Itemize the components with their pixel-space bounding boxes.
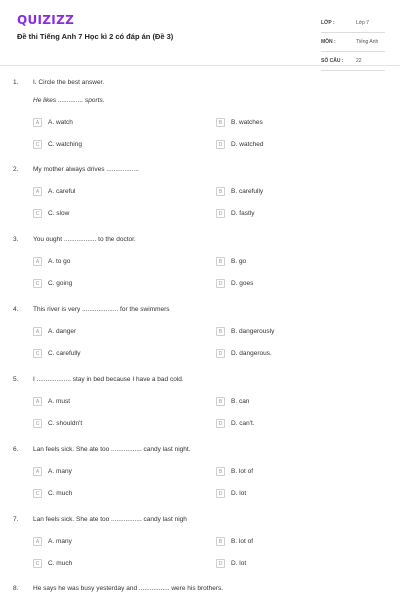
meta-table [321,14,385,71]
option-d[interactable] [216,489,246,498]
option-text: D. lot [231,490,247,497]
option-letter-box: D [216,279,225,288]
option-a[interactable] [33,467,72,476]
option-a[interactable] [33,537,72,546]
meta-value: 22 [356,58,362,64]
option-text: C. carefully [48,350,81,357]
option-text: B. watches [231,119,263,126]
option-b[interactable] [216,118,263,127]
option-letter-box: B [216,187,225,196]
question-text: He says he was busy yesterday and ................. were his brothers. [33,585,224,592]
option-a[interactable] [33,397,70,406]
question-subtext: He likes .............. sports. [33,97,105,104]
option-text: D. dangerous. [231,350,272,357]
option-text: C. slow [48,210,70,217]
meta-row-question-count [321,52,385,71]
option-text: A. many [48,538,72,545]
option-text: A. danger [48,328,77,335]
option-text: D. lot [231,560,247,567]
option-a[interactable] [33,257,70,266]
option-c[interactable] [33,489,72,498]
option-letter-box: D [216,489,225,498]
option-a[interactable] [33,118,73,127]
option-text: A. must [48,398,71,405]
option-c[interactable] [33,559,72,568]
option-letter-box: D [216,559,225,568]
option-a[interactable] [33,187,75,196]
option-letter-box: B [216,467,225,476]
question-text: I. Circle the best answer. [33,79,105,86]
option-d[interactable] [216,279,253,288]
option-letter-box: D [216,140,225,149]
option-text: C. watching [48,141,82,148]
option-letter-box: B [216,257,225,266]
option-letter-box: D [216,419,225,428]
option-text: A. many [48,468,72,475]
option-d[interactable] [216,349,272,358]
option-c[interactable] [33,279,72,288]
meta-label: LỚP : [321,20,335,26]
option-b[interactable] [216,467,253,476]
question-number: 6. [13,446,19,453]
option-c[interactable] [33,349,81,358]
option-text: C. going [48,280,73,287]
option-d[interactable] [216,559,246,568]
meta-row-class [321,14,385,33]
option-d[interactable] [216,209,254,218]
option-letter-box: A [33,537,42,546]
option-c[interactable] [33,419,82,428]
option-letter-box: B [216,537,225,546]
quizizz-logo: QUIZIZZ [17,13,75,27]
meta-row-subject [321,33,385,52]
option-text: D. fastly [231,210,255,217]
option-letter-box: A [33,257,42,266]
option-letter-box: A [33,118,42,127]
option-d[interactable] [216,419,255,428]
document-title: Đề thi Tiếng Anh 7 Học kì 2 có đáp án (Đề 3) [17,32,174,41]
option-text: B. go [231,258,247,265]
question-number: 5. [13,376,19,383]
option-letter-box: C [33,419,42,428]
option-text: D. can't. [231,420,255,427]
option-letter-box: B [216,327,225,336]
question-number: 7. [13,516,19,523]
option-letter-box: B [216,397,225,406]
option-letter-box: D [216,349,225,358]
question-number: 4. [13,306,19,313]
option-b[interactable] [216,537,253,546]
question-text: You ought .................. to the doctor. [33,236,136,243]
option-b[interactable] [216,327,274,336]
question-text: This river is very .................... for the swimmers [33,306,170,313]
option-text: B. dangerously [231,328,275,335]
meta-label: MÔN : [321,39,336,45]
option-text: A. to go [48,258,71,265]
option-letter-box: C [33,349,42,358]
option-text: A. watch [48,119,73,126]
option-text: C. shouldn't [48,420,83,427]
question-number: 3. [13,236,19,243]
option-a[interactable] [33,327,76,336]
option-text: B. carefully [231,188,264,195]
option-text: B. lot of [231,538,254,545]
option-text: D. goes [231,280,254,287]
option-letter-box: D [216,209,225,218]
option-letter-box: A [33,187,42,196]
option-d[interactable] [216,140,264,149]
option-letter-box: A [33,467,42,476]
question-text: Lan feels sick. She ate too ................. candy last night. [33,446,191,453]
meta-label: SỐ CÂU : [321,58,344,64]
option-c[interactable] [33,209,69,218]
option-letter-box: C [33,489,42,498]
question-text: I ................... stay in bed because I have a bad cold. [33,376,184,383]
option-text: C. much [48,560,73,567]
option-letter-box: A [33,397,42,406]
option-text: C. much [48,490,73,497]
header-divider [0,65,400,66]
question-number: 2. [13,166,19,173]
option-text: D. watched [231,141,264,148]
option-b[interactable] [216,397,249,406]
option-letter-box: C [33,209,42,218]
option-letter-box: C [33,279,42,288]
question-text: Lan feels sick. She ate too ................. candy last nigh [33,516,187,523]
option-letter-box: C [33,559,42,568]
option-text: B. lot of [231,468,254,475]
option-b[interactable] [216,187,263,196]
option-letter-box: A [33,327,42,336]
meta-value: Tiếng Anh [356,39,379,45]
option-text: B. can [231,398,250,405]
question-number: 8. [13,585,19,592]
option-letter-box: C [33,140,42,149]
option-text: A. careful [48,188,76,195]
option-letter-box: B [216,118,225,127]
question-number: 1. [13,79,19,86]
option-b[interactable] [216,257,246,266]
meta-value: Lớp 7 [356,20,370,26]
question-text: My mother always drives .................. [33,166,139,173]
option-c[interactable] [33,140,82,149]
